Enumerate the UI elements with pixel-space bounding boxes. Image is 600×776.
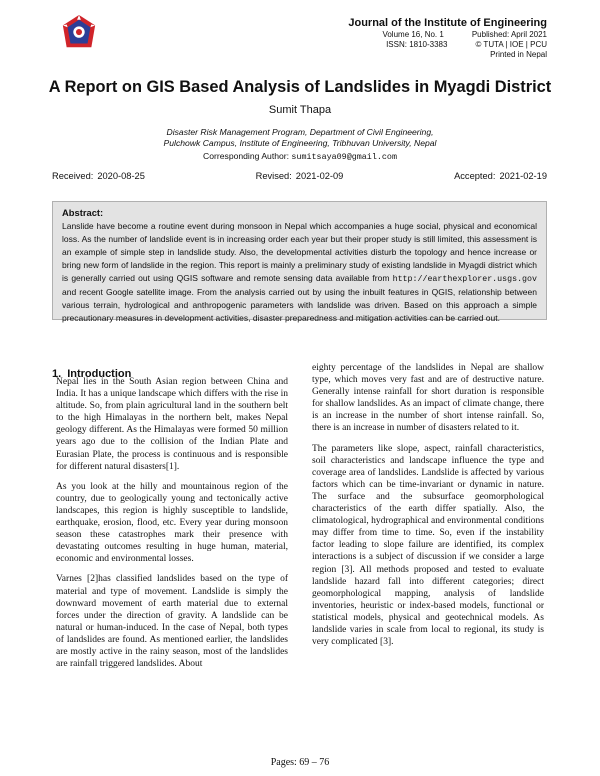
journal-volume: Volume 16, No. 1 [382, 30, 444, 39]
affiliation-line-1: Disaster Risk Management Program, Department of Civil Engineering, [166, 127, 434, 137]
corresponding-label: Corresponding Author: [203, 151, 290, 161]
abstract-text-1: Lanslide have become a routine event during monsoon in Nepal which accompanies a huge social, physical and economical loss. As the number of landslide event is in increasing order each year but their proper study is still limited, this assessment is an example of simple step in landslide study. Also, the developmental activities disturb the topology and hence increase or bring new form of landslide in the region. This report is mainly a preliminary study of existing landslide in Myagdi district which is generally carried out using QGIS software and remote sensing data available from [62, 221, 537, 283]
submission-dates [52, 171, 547, 181]
paragraph: eighty percentage of the landslides in Nepal are shallow type, which moves very fast and are of destructive nature. Generally intense rainfall for short duration is responsible for shallow landslides. As an impact of climate change, there is an increase in the number of short intense rainfall. So, there is an increase in number of disasters related to it. [312, 363, 544, 434]
paper-author: Sumit Thapa [268, 104, 332, 116]
paragraph: As you look at the hilly and mountainous region of the country, due to geologically young and tectonically active landscapes, this region is highly susceptible to landslide, earthquake, erosion, flood, etc. Every year during monsoon season these catastrophes mark their presence with devastating outcomes resulting in huge human, material, economic and environmental losses. [56, 481, 288, 565]
corresponding-author [0, 151, 600, 162]
abstract-url[interactable]: http://earthexplorer.usgs.gov [392, 275, 537, 284]
paragraph: The parameters like slope, aspect, rainfall characteristics, soil characteristics and landscape influence the type and coverage area of landslides. Landslide is affected by various factors which can be time-invariant or dynamic in nature. The surface and the subsurface geomorphological characteristics of the earth differ spatially. Also, the climatological, hydrographical and environmental conditions may differ from time to time. So, even if the instability factor leading to slope failure are identified, its complex interactions is a subject of discussion if we consider a large region [3]. All methods proposed and tested to evaluate landslide hazard fall into different categories; direct geomorphological mapping, analysis of landslide inventories, heuristic or index-based models, functional or statistical models, physical and geotechnical models. As landslide varies in scale from local to regional, its study is very complicated [3]. [312, 443, 544, 648]
paragraph: Varnes [2]has classified landslides based on the type of material and type of movement. Landslide is simply the downward movement of earth material due to external forces under the direction of gravity. A landslide can be natural or human-induced. In the case of Nepal, both types of landslides are found. As mentioned earlier, the landslides are mostly active in the rainy season, most of the landslides are rainfall triggered landslides. About [56, 574, 288, 670]
author-affiliation [0, 127, 600, 149]
institution-emblem-icon [60, 14, 98, 52]
body-column-right [312, 362, 544, 656]
revised-date: Revised: 2021-02-09 [255, 171, 344, 181]
abstract-box [52, 201, 547, 323]
journal-issn: ISSN: 1810-3383 [386, 40, 448, 49]
body-column-left [56, 376, 288, 678]
affiliation-line-2: Pulchowk Campus, Institute of Engineering, Tribhuvan University, Nepal [163, 138, 437, 148]
section-heading-introduction: 1. Introduction [52, 368, 132, 380]
abstract-text-2: and recent Google satellite image. From the analysis carried out by using the inbuilt features in QGIS, relationship between various terrain, hydrological and anthropogenic parameters with landslide was driven. Based on this approach a simple precautionary measures in development activities, disaster preparedness and mitigation activities can be carried out. [62, 287, 537, 323]
journal-header [348, 17, 547, 60]
received-date: Received: 2020-08-25 [52, 171, 145, 181]
abstract-heading: Abstract: [62, 207, 104, 218]
journal-copyright: © TUTA | IOE | PCU [475, 40, 547, 49]
corresponding-email[interactable]: sumitsaya09@gmail.com [291, 152, 397, 162]
journal-printed: Printed in Nepal [490, 50, 547, 59]
page-range-footer: Pages: 69 – 76 [270, 757, 330, 768]
journal-published: Published: April 2021 [471, 30, 547, 39]
paper-title: A Report on GIS Based Analysis of Landslides in Myagdi District [48, 78, 552, 96]
accepted-date: Accepted: 2021-02-19 [454, 171, 547, 181]
journal-name: Journal of the Institute of Engineering [348, 17, 547, 29]
paragraph: Nepal lies in the South Asian region between China and India. It has a unique landscape which differs with the rise in altitude. So, from plain agricultural land in the southern belt to the high Himalayas in the northern belt, makes Nepal geology different. As the Himalayas were formed 50 million years ago due to the collision of the Indian Plate and Eurasian Plate, the process is continuous and is responsible for different natural disasters[1]. [56, 377, 288, 472]
